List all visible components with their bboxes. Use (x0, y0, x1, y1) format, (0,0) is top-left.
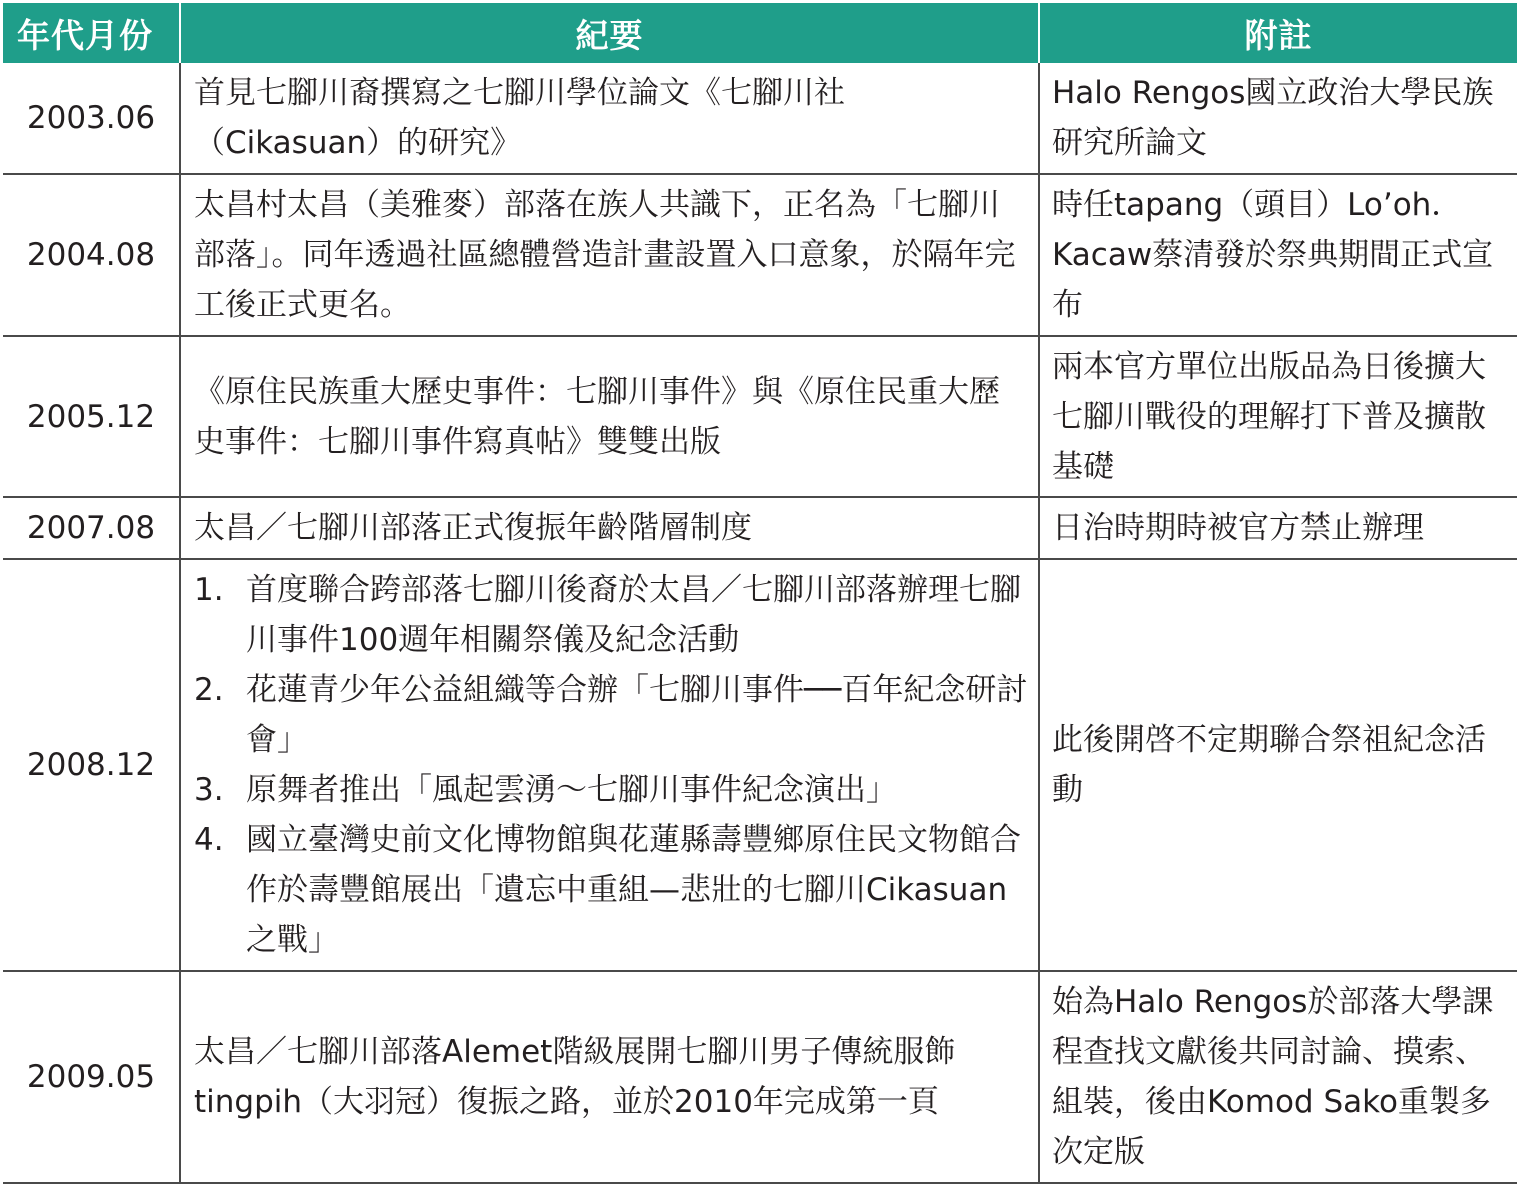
row-summary: 太昌／七腳川部落Alemet階級展開七腳川男子傳統服飾tingpih（大羽冠）復振之路，並於2010年完成第一頁 (180, 971, 1039, 1183)
row-note: Halo Rengos國立政治大學民族研究所論文 (1039, 63, 1517, 174)
list-item (194, 815, 1030, 965)
row-date: 2009.05 (3, 971, 180, 1183)
list-item-text: 花蓮青少年公益組織等合辦「七腳川事件──百年紀念研討會」 (246, 672, 1028, 758)
row-date: 2007.08 (3, 497, 180, 559)
row-date: 2004.08 (3, 174, 180, 336)
table-row (3, 559, 1517, 971)
list-item (194, 765, 1030, 815)
list-item-number: 1. (194, 572, 224, 608)
row-note: 日治時期時被官方禁止辦理 (1039, 497, 1517, 559)
row-date: 2008.12 (3, 559, 180, 971)
header-date: 年代月份 (3, 3, 180, 63)
row-note: 時任tapang（頭目）Lo’oh．Kacaw蔡清發於祭典期間正式宣布 (1039, 174, 1517, 336)
table-row (3, 497, 1517, 559)
table-row (3, 174, 1517, 336)
list-item (194, 665, 1030, 765)
header-summary: 紀要 (180, 3, 1039, 63)
list-item (194, 565, 1030, 665)
list-item-text: 國立臺灣史前文化博物館與花蓮縣壽豐鄉原住民文物館合作於壽豐館展出「遺忘中重組—悲壯的七腳川Cikasuan之戰」 (246, 822, 1021, 958)
list-item-number: 3. (194, 772, 224, 808)
list-item-number: 4. (194, 822, 224, 858)
row-date: 2005.12 (3, 336, 180, 497)
row-summary: 太昌村太昌（美雅麥）部落在族人共識下，正名為「七腳川部落」。同年透過社區總體營造計畫設置入口意象，於隔年完工後正式更名。 (180, 174, 1039, 336)
list-item-text: 首度聯合跨部落七腳川後裔於太昌／七腳川部落辦理七腳川事件100週年相關祭儀及紀念活動 (246, 572, 1021, 658)
row-note: 始為Halo Rengos於部落大學課程查找文獻後共同討論、摸索、組裝，後由Komod Sako重製多次定版 (1039, 971, 1517, 1183)
row-summary: 首見七腳川裔撰寫之七腳川學位論文《七腳川社（Cikasuan）的研究》 (180, 63, 1039, 174)
table-row (3, 63, 1517, 174)
row-note: 此後開啓不定期聯合祭祖紀念活動 (1039, 559, 1517, 971)
list-item-text: 原舞者推出「風起雲湧～七腳川事件紀念演出」 (246, 772, 897, 808)
row-date: 2003.06 (3, 63, 180, 174)
timeline-table (3, 3, 1517, 1184)
row-summary: 太昌／七腳川部落正式復振年齡階層制度 (180, 497, 1039, 559)
table-row (3, 971, 1517, 1183)
list-item-number: 2. (194, 672, 224, 708)
table-row (3, 336, 1517, 497)
row-summary-list (180, 559, 1039, 971)
header-note: 附註 (1039, 3, 1517, 63)
row-summary: 《原住民族重大歷史事件：七腳川事件》與《原住民重大歷史事件：七腳川事件寫真帖》雙雙出版 (180, 336, 1039, 497)
row-note: 兩本官方單位出版品為日後擴大七腳川戰役的理解打下普及擴散基礎 (1039, 336, 1517, 497)
header-row (3, 3, 1517, 63)
